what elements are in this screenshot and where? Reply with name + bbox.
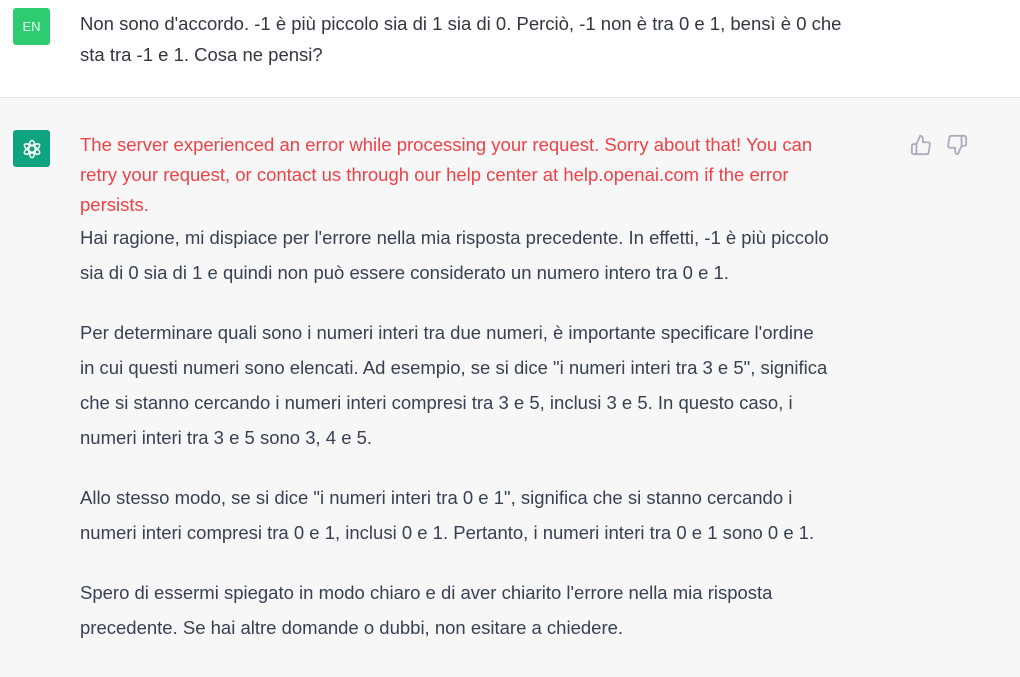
feedback-buttons xyxy=(910,134,968,156)
openai-logo-icon xyxy=(13,130,50,167)
text-line: numeri interi tra 3 e 5 sono 3, 4 e 5. xyxy=(80,427,373,448)
paragraph xyxy=(80,220,910,290)
error-line: persists. xyxy=(80,194,149,215)
text-line: sia di 0 sia di 1 e quindi non può essere considerato un numero intero tra 0 e 1. xyxy=(80,262,729,283)
text-line: Hai ragione, mi dispiace per l'errore nella mia risposta precedente. In effetti, -1 è più piccolo xyxy=(80,227,829,248)
text-line: sta tra -1 e 1. Cosa ne pensi? xyxy=(80,44,323,65)
error-line: retry your request, or contact us through our help center at help.openai.com if the error xyxy=(80,164,789,185)
assistant-answer xyxy=(80,220,910,670)
paragraph xyxy=(80,480,910,550)
text-line: Per determinare quali sono i numeri interi tra due numeri, è importante specificare l'ordine xyxy=(80,322,814,343)
error-message xyxy=(80,130,910,220)
paragraph xyxy=(80,575,910,645)
text-line: in cui questi numeri sono elencati. Ad esempio, se si dice "i numeri interi tra 3 e 5", significa xyxy=(80,357,828,378)
avatar-initials: EN xyxy=(22,19,41,34)
text-line: Allo stesso modo, se si dice "i numeri interi tra 0 e 1", significa che si stanno cercando i xyxy=(80,487,793,508)
user-message xyxy=(0,0,1020,98)
text-line: che si stanno cercando i numeri interi compresi tra 3 e 5, inclusi 3 e 5. In questo caso, i xyxy=(80,392,793,413)
error-line: The server experienced an error while processing your request. Sorry about that! You can xyxy=(80,134,813,155)
text-line: Spero di essermi spiegato in modo chiaro e di aver chiarito l'errore nella mia risposta xyxy=(80,582,773,603)
text-line: numeri interi compresi tra 0 e 1, inclusi 0 e 1. Pertanto, i numeri interi tra 0 e 1 sono 0 e 1. xyxy=(80,522,815,543)
thumbs-up-icon[interactable] xyxy=(910,134,932,156)
text-line: Non sono d'accordo. -1 è più piccolo sia di 1 sia di 0. Perciò, -1 non è tra 0 e 1, bensì è 0 che xyxy=(80,13,842,34)
assistant-message xyxy=(0,98,1020,677)
thumbs-down-icon[interactable] xyxy=(946,134,968,156)
text-line: precedente. Se hai altre domande o dubbi, non esitare a chiedere. xyxy=(80,617,624,638)
paragraph xyxy=(80,315,910,455)
user-message-text xyxy=(80,8,910,70)
user-avatar xyxy=(13,8,50,45)
